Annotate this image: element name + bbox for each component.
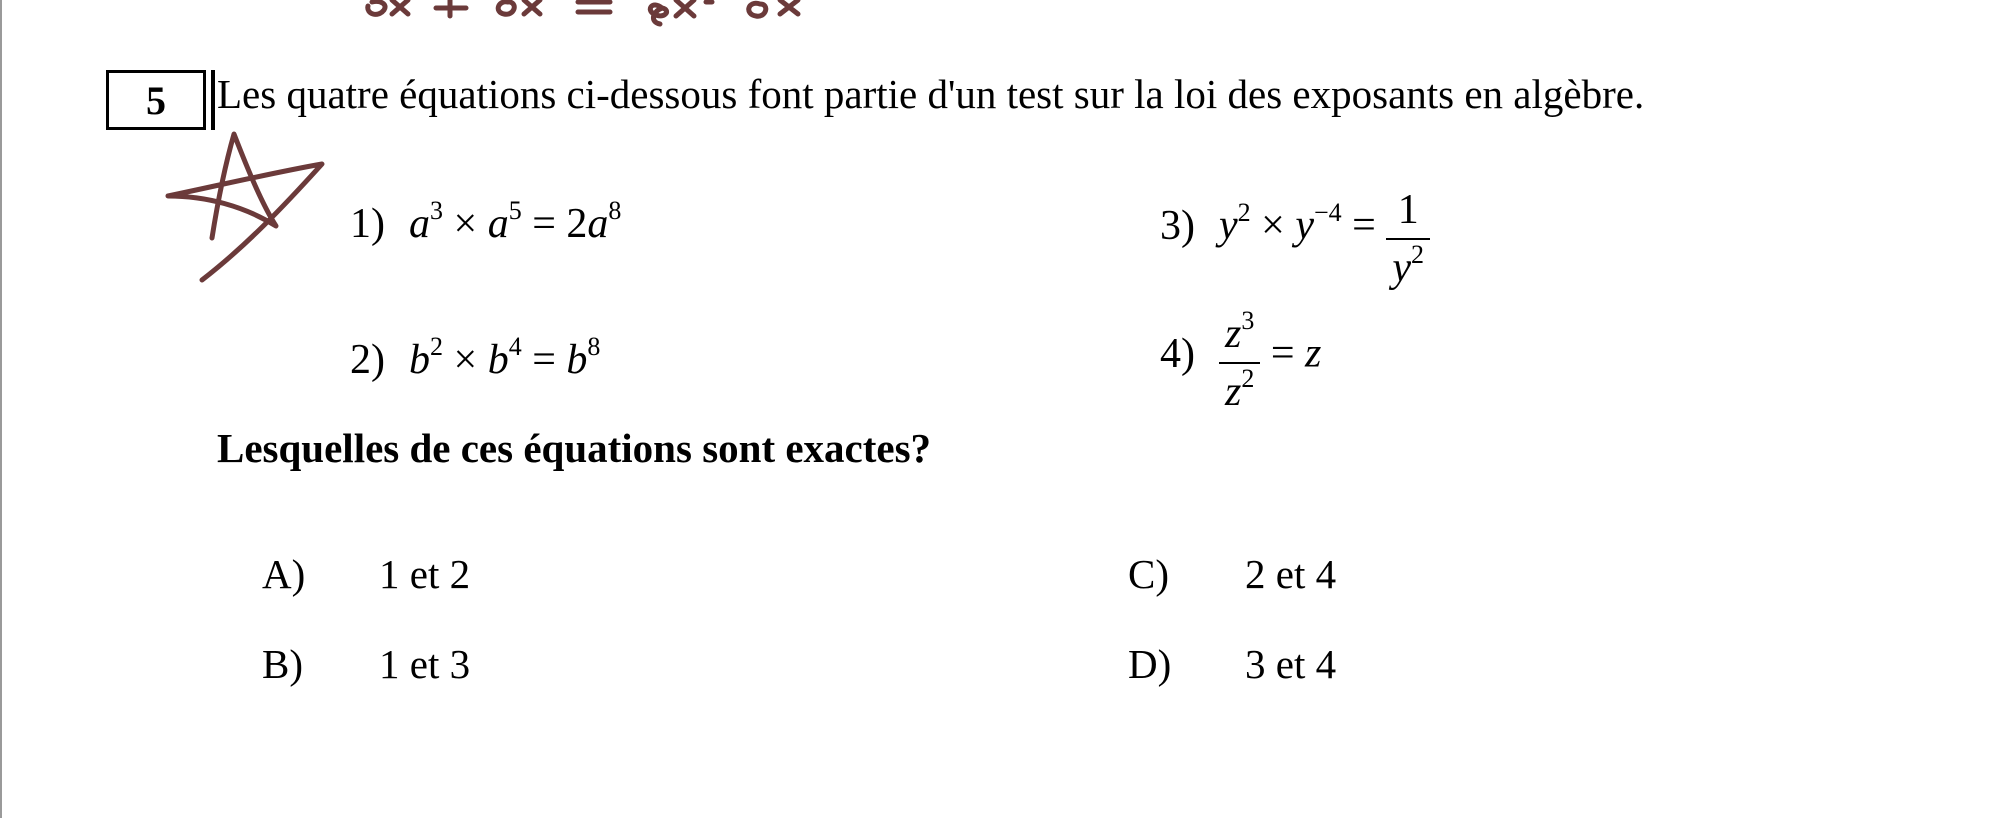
equation-4: 4) $\frac{z^3}{z^2}$ = z (1160, 306, 1322, 415)
equation-3-label: 3) (1160, 202, 1195, 249)
choice-c[interactable] (1128, 550, 1336, 598)
equation-4-fraction: $\frac{z^3}{z^2}$ (1219, 310, 1260, 416)
question-number-box (106, 70, 206, 130)
handwritten-top-fragment (368, 0, 798, 24)
choice-a-letter: A) (262, 551, 306, 597)
equation-2-label: 2) (350, 337, 385, 383)
choice-b[interactable] (262, 640, 470, 688)
equation-4-label: 4) (1160, 330, 1195, 377)
question-number: 5 (146, 77, 166, 123)
choice-c-letter: C) (1128, 551, 1169, 597)
question-stem: Les quatre équations ci-dessous font partie d'un test sur la loi des exposants en algèbre. (217, 71, 1645, 117)
equation-1-label: 1) (350, 201, 385, 247)
choice-d[interactable] (1128, 640, 1336, 688)
equation-3: 3) $y^2 \times y^{-4}$ = $\frac{1}{y^2}$ (1160, 176, 1430, 282)
page-left-border (0, 0, 2, 818)
choice-d-letter: D) (1128, 641, 1172, 687)
choice-c-text: 2 et 4 (1245, 551, 1337, 597)
choice-a[interactable] (262, 550, 470, 598)
choice-b-letter: B) (262, 641, 303, 687)
equation-2: 2) $b^2 \times b^4 = b^8$ (350, 332, 601, 383)
equation-3-fraction: $\frac{1}{y^2}$ (1386, 186, 1430, 292)
star-icon (168, 134, 322, 280)
choice-b-text: 1 et 3 (379, 641, 471, 687)
choice-a-text: 1 et 2 (379, 551, 471, 597)
equation-1: 1) $a^3 \times a^5 = 2a^8$ (350, 196, 622, 247)
choice-d-text: 3 et 4 (1245, 641, 1337, 687)
question-prompt: Lesquelles de ces équations sont exactes? (217, 425, 932, 471)
